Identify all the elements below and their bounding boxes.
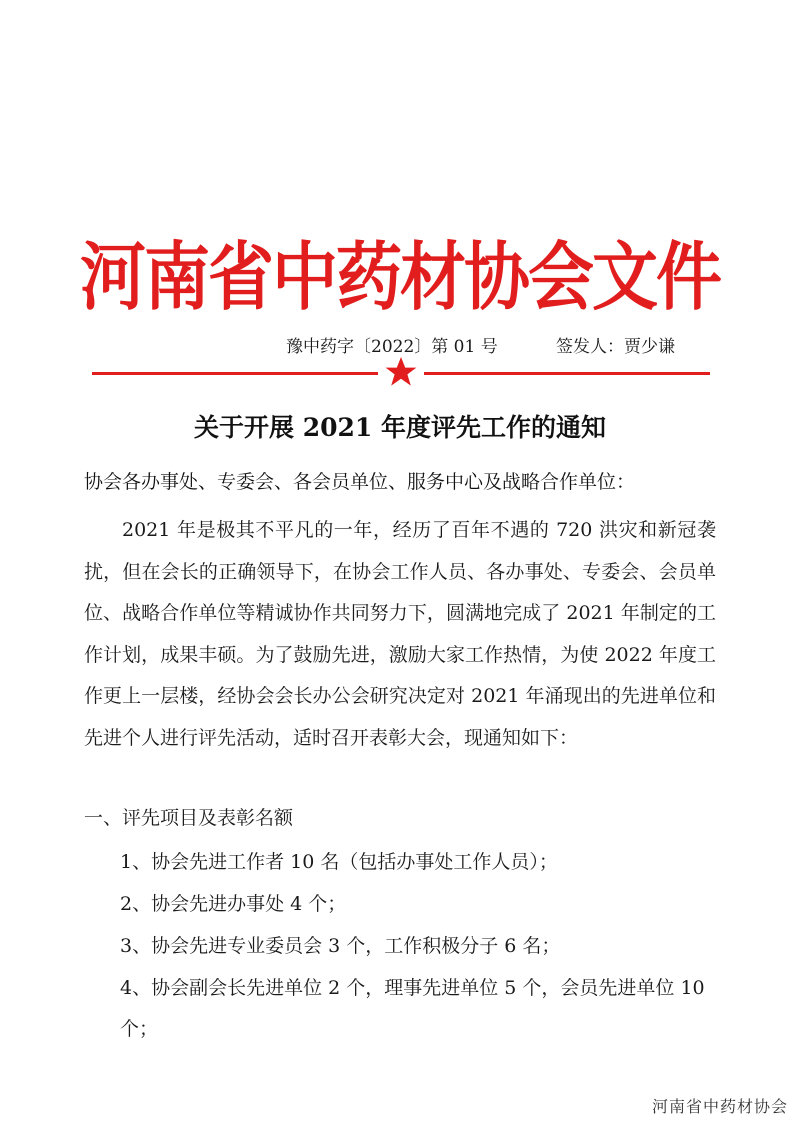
list-item: 1、协会先进工作者 10 名（包括办事处工作人员）；	[120, 851, 558, 873]
salutation: 协会各办事处、专委会、各会员单位、服务中心及战略合作单位：	[84, 471, 636, 493]
list-item: 2、协会先进办事处 4 个；	[120, 893, 347, 915]
red-rule-right	[424, 372, 710, 375]
masthead-title: 河南省中药材协会文件	[80, 234, 720, 321]
red-rule-left	[92, 372, 378, 375]
section-heading: 一、评先项目及表彰名额	[84, 807, 294, 829]
list-item: 3、协会先进专业委员会 3 个，工作积极分子 6 名；	[120, 935, 561, 957]
list-item: 4、协会副会长先进单位 2 个，理事先进单位 5 个，会员先进单位 10 个；	[120, 977, 705, 1040]
intro-paragraph: 2021 年是极其不平凡的一年，经历了百年不遇的 720 洪灾和新冠袭扰，但在会长的正确领导下，在协会工作人员、各办事处、专委会、会员单位、战略合作单位等精诚协作共同努力下，圆满地完成了 2021 年制定的工作计划，成果丰硕。为了鼓励先进，激励大家工作热情，为使 2022 年度工作更上一层楼，经协会会长办公会研究决定对 2021 年涌现出的先进单位和先进个人进行评先活动，适时召开表彰大会，现通知如下：	[84, 519, 716, 749]
document-number: 豫中药字〔2022〕第 01 号	[286, 337, 498, 357]
signer: 签发人：贾少谦	[556, 337, 675, 357]
footer-organization: 河南省中药材协会	[651, 1097, 788, 1116]
notice-title: 关于开展 2021 年度评先工作的通知	[194, 413, 606, 442]
star-icon	[385, 356, 417, 388]
